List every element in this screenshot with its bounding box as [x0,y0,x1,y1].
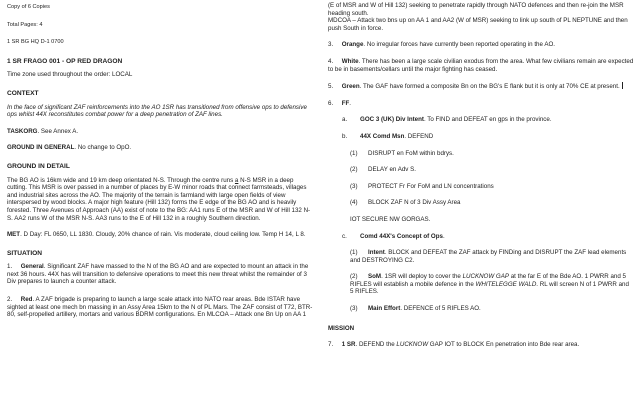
concept-intent-text: . BLOCK and DEFEAT the ZAF attack by FINDing and DISRUPT the ZAF lead elements and DESTROYING C2. [350,249,627,264]
ff-text: . [349,99,352,107]
iot-line: IOT SECURE NW GORGAS. [350,215,431,223]
comd-msn-label: 44X Comd Msn [360,132,405,140]
concept-som [350,273,634,296]
para-number: 1. [7,263,13,271]
som-text-1: . 1SR will deploy to cover the [381,273,463,281]
situation-general [7,263,315,286]
situation-red-label: Red [20,296,33,304]
orange-para [328,41,634,49]
met-label: MET [7,231,21,239]
sub-number: (4) [350,199,358,207]
ff-para [328,100,634,108]
sub-number: c. [342,232,347,240]
taskorg-text: . See Annex A. [37,127,79,135]
ground-detail-text-2: N-S MSR in a deep cutting. This MSR is over passed in a number of places by E-W minor roads that connect farmsteads, villages and industrial sites across the AO. The majority of the terrain is farmland with large open fields of view interspersed by wood blocks. A major high feature (Hill 132) forms the E edge of the BG AO and is heavily forested. Three Avenues of Approach (AA) exist of note to the BG: AA1 runs E of the MSR and W of Hill 132 N-S. AA2 runs W of the MSR N-S. AA3 runs to the E of Hill 132 in a roughly Southern direction. [7,176,311,222]
ground-general-line [7,144,315,152]
para-number: 6. [328,99,334,107]
situation-general-text: . Significant ZAF have massed to the N of the BG AO and are expected to mount an attack in the next 36 hours. 44X has will transition to defensive operations to meet this new threat whilst the remainder of 3 Div prepares to launch a counter attack. [7,263,309,286]
white-label: White [341,57,359,65]
taskorg-line [7,128,315,136]
sub-number: a. [342,116,348,124]
context-heading: CONTEXT [7,89,39,97]
sub-number: (3) [350,182,358,190]
mission-para [328,341,634,349]
orange-text: . No irregular forces have currently been reported operating in the AO. [363,41,555,49]
msn-item-text: BLOCK ZAF N of 3 Div Assy Area [368,199,461,207]
ground-detail-underlined-a: a [234,176,239,184]
concept-of-ops-label: Comd 44X's Concept of Ops [360,232,443,240]
situation-red [7,296,315,319]
context-paragraph: In the face of significant ZAF reinforcements into the AO 1SR has transitioned from offensive ops to defensive ops whilst 44X reconstitutes combat power for a deep penetration of ZAF lines. [7,103,307,119]
orange-label: Orange [341,41,364,49]
text-cursor[interactable] [622,82,623,89]
comd-msn-text: . DEFEND [404,132,434,140]
red-continuation: (E of MSR and W of Hill 132) seeking to penetrate rapidly through NATO defences and then re-join the MSR heading south. [328,2,624,17]
som-label: SoM [368,273,382,281]
total-pages: Total Pages: 4 [7,21,43,28]
sub-number: (1) [350,149,358,157]
som-text-2: at the far E of the Bde AO. 1 PWRR and 5 RIFLES will establish a mobile defence in the [350,273,626,288]
goc-intent [342,116,634,124]
msn-item-1 [350,150,634,158]
met-line [7,231,315,239]
msn-item-text: DISRUPT en FoM within bdrys. [368,149,454,157]
white-para [328,58,634,73]
sub-number: (2) [350,166,358,174]
sub-number: b. [342,132,348,140]
ground-detail-heading: GROUND IN DETAIL [7,162,70,170]
msn-item-4 [350,199,634,207]
sub-number: (2) [350,273,358,281]
msn-item-3 [350,183,634,191]
left-column [7,0,315,319]
concept-intent-label: Intent [368,249,385,257]
document-title: 1 SR FRAGO 001 - OP RED DRAGON [7,57,123,65]
met-text: . D Day: FL 0650, LL 1830. Cloudy, 20% chance of rain. Vis moderate, cloud ceiling low. Temp H 14, L 8. [20,231,306,239]
para-number: 3. [328,41,334,49]
para-number: 5. [328,83,334,91]
mission-text-2: GAP IOT to BLOCK En penetration into Bde rear area. [428,341,580,349]
concept-of-ops [342,233,634,241]
concept-of-ops-text: . [442,232,445,240]
right-column [328,0,634,349]
sub-number: (3) [350,305,358,313]
reference-line: 1 SR BG HQ D-1 0700 [7,39,64,46]
copy-line: Copy of 6 Copies [7,4,50,10]
para-number: 2. [7,296,13,304]
main-effort-text: . DEFENCE of 5 RIFLES AO. [400,305,481,313]
som-italic-2: WHITELEGGE WALD [475,280,537,288]
ff-label: FF [341,99,350,107]
msn-item-text: DELAY en Adv S. [368,166,416,174]
goc-intent-text: . To FIND and DEFEAT en gps in the province. [423,116,552,124]
para-number: 7. [328,341,334,349]
timezone-line: Time zone used throughout the order: LOCAL [7,71,133,79]
green-text: . The GAF have formed a composite Bn on the BG's E flank but it is only at 70% CE at present. [359,83,620,91]
main-effort-label: Main Effort [368,305,401,313]
situation-general-label: General [20,263,44,271]
som-italic-1: LUCKNOW GAP [462,273,509,281]
white-text: . There has been a large scale civilian exodus from the area. What few civilians remain are expected to be in basements/cellars until the major fighting has ceased. [328,57,634,73]
mission-heading: MISSION [328,324,355,332]
situation-heading: SITUATION [7,249,43,257]
goc-intent-label: GOC 3 (UK) Div Intent [360,116,424,124]
msn-item-text: PROTECT Fr For FoM and LN concentrations [368,182,494,190]
mission-label: 1 SR [341,341,356,349]
ground-detail-text-1: The BG AO is 16km wide and 19 km deep orientated N-S. Through the centre runs [7,176,235,184]
ground-general-label: GROUND IN GENERAL [7,144,75,152]
ground-general-text: . No change to OpO. [74,144,132,152]
concept-main-effort [350,305,634,313]
msn-item-2 [350,166,634,174]
taskorg-label: TASKORG [7,127,38,135]
para-number: 4. [328,57,334,65]
mission-text-1: . DEFEND the [355,341,397,349]
situation-red-text: . A ZAF brigade is preparing to launch a large scale attack into NATO rear areas. Bde ISTAR have sighted at least one mech bn massing in an Assy Area 15km to the N of PL Mars. The ZAF consist of T72, BTR-80, self-propelled artillery, mortars and various BDRM configurations. En MLCOA – Attack one Bn Up on AA 1 [7,296,313,319]
mission-italic: LUCKNOW [396,341,429,349]
mdcoa-line: MDCOA – Attack two bns up on AA 1 and AA2 (W of MSR) seeking to link up south of PL NEPTUNE and then push South in force. [328,17,628,32]
som-text-3: . RL will screen N of 1 PWRR and 5 RIFLES. [350,280,629,296]
sub-number: (1) [350,249,358,257]
green-para [328,82,634,91]
green-label: Green [341,83,360,91]
concept-intent [350,249,634,264]
ground-detail-paragraph [7,177,315,223]
comd-msn [342,133,634,141]
